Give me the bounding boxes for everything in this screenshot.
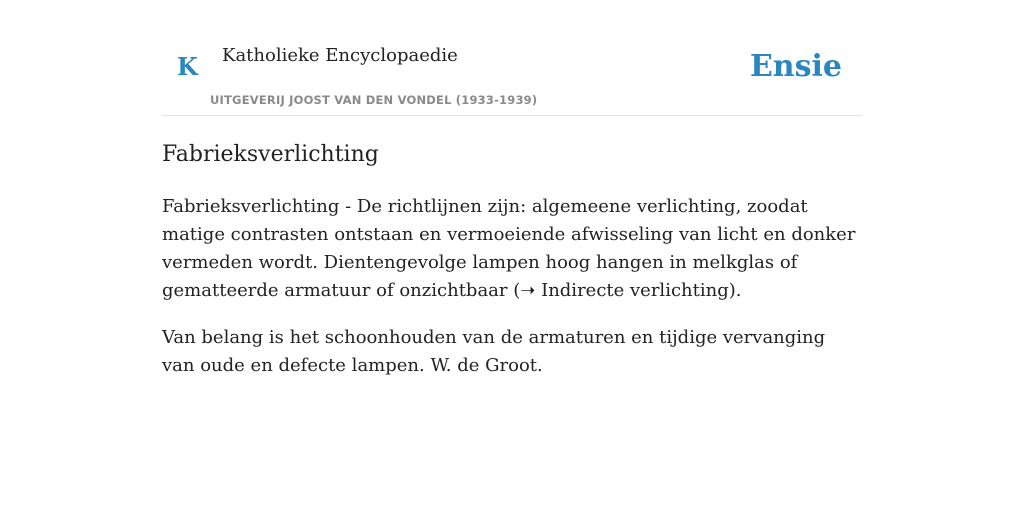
- publisher-subtitle: UITGEVERIJ JOOST VAN DEN VONDEL (1933-1939): [210, 93, 538, 107]
- paragraph-text: Fabrieksverlichting - De richtlijnen zijn: algemeene verlichting, zoodat matige contrasten ontstaan en vermoeiende afwisseling van licht en donker vermeden wordt. Dientengevolge lampen hoog hangen in melkglas of gematteerde armatuur of onzichtbaar (: [162, 195, 856, 301]
- article-title: Fabrieksverlichting: [162, 142, 379, 167]
- paragraph-end: ).: [728, 279, 742, 301]
- logo[interactable]: K: [177, 52, 198, 81]
- article-paragraph: [162, 193, 862, 305]
- cross-reference-link[interactable]: [520, 280, 728, 301]
- page: [162, 0, 862, 380]
- article-paragraph-2: Van belang is het schoonhouden van de armaturen en tijdige vervanging van oude en defecte lampen. W. de Groot.: [162, 326, 826, 376]
- site-title-link[interactable]: Katholieke Encyclopaedie: [222, 45, 458, 66]
- arrow-right-icon: ➝: [520, 279, 536, 301]
- ensie-brand-link[interactable]: Ensie: [749, 49, 842, 84]
- cross-reference-label: Indirecte verlichting: [535, 279, 729, 301]
- site-header: [162, 0, 862, 116]
